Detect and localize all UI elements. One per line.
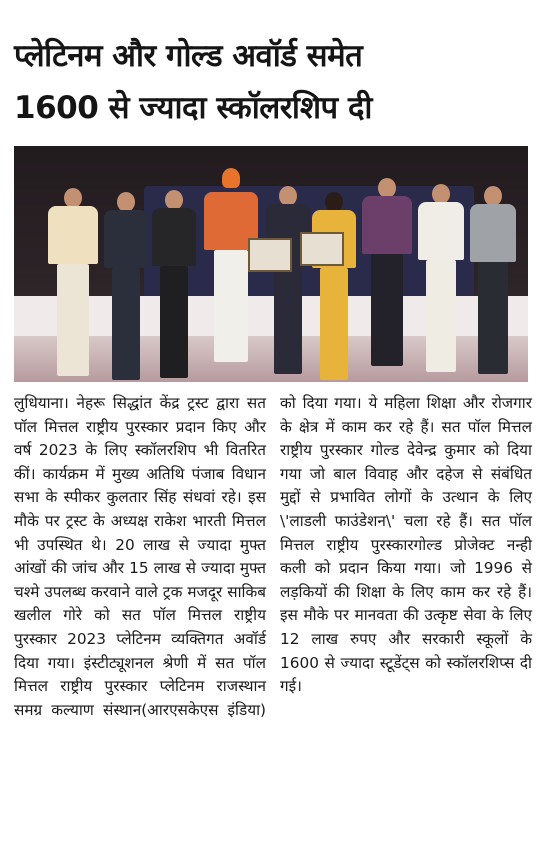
headline-line-2: 1600 से ज्यादा स्कॉलरशिप दी [14, 90, 372, 126]
person-3 [152, 190, 196, 378]
article-text: लुधियाना। नेहरू सिद्धांत केंद्र ट्रस्ट द्वारा सत पॉल मित्तल राष्ट्रीय पुरस्कार प्रदान किए और वर्ष 2023 के लिए स्कॉलरशिप भी वितरित कीं। कार्यक्रम में मुख्य अतिथि पंजाब विधान सभा के स्पीकर कुलतार सिंह संधवां रहे। इस मौके पर ट्रस्ट के अध्यक्ष राकेश भारती मित्तल भी उपस्थित थे। 20 लाख से ज्यादा मुफ्त आंखों की जांच और 15 लाख से ज्यादा मुफ्त चश्मे उपलब्ध करवाने वाले ट्रक मजदूर साकिब खलील गोरे को सत पॉल मित्तल राष्ट्रीय पुरस्कार 2023 प्लेटिनम व्यक्तिगत अवॉर्ड दिया गया। इंस्टीट्यूशनल श्रेणी में सत पॉल मित्तल राष्ट्रीय पुरस्कार प्लेटिनम राजस्थान समग्र कल्याण संस्थान(आरएसकेएस इंडिया) को दिया गया। ये महिला शिक्षा और रोजगार के क्षेत्र में काम कर रहे हैं। सत पॉल मित्तल राष्ट्रीय पुरस्कार गोल्ड देवेन्द्र कुमार को दिया गया जो बाल विवाह और दहेज से संबंधित मुद्दों से प्रभावित लोगों के उत्थान के लिए \'लाडली फाउंडेशन\' चला रहे हैं। सत पॉल मित्तल राष्ट्रीय पुरस्कारगोल्ड प्रोजेक्ट नन्ही कली को प्रदान किया गया। जो 1996 से लड़कियों की शिक्षा के लिए काम कर रहे हैं। इस मौके पर मानवता की उत्कृष्ट सेवा के लिए 12 लाख रुपए और सरकारी स्कूलों के 1600 से ज्यादा स्टूडेंट्स को स्कॉलरशिप्स दी गई। [14, 394, 532, 719]
person-4 [204, 174, 258, 378]
award-plaque-2 [300, 232, 344, 266]
person-7 [362, 178, 412, 378]
person-6 [312, 192, 356, 378]
person-5 [266, 186, 310, 378]
group-photo [14, 146, 528, 382]
person-8 [418, 184, 464, 378]
person-9 [470, 186, 516, 378]
headline-line-1: प्लेटिनम और गोल्ड अवॉर्ड समेत [14, 38, 363, 74]
person-1 [48, 188, 98, 378]
award-plaque-1 [248, 238, 292, 272]
person-2 [104, 192, 148, 378]
article-body [14, 392, 532, 722]
headline [0, 0, 542, 134]
